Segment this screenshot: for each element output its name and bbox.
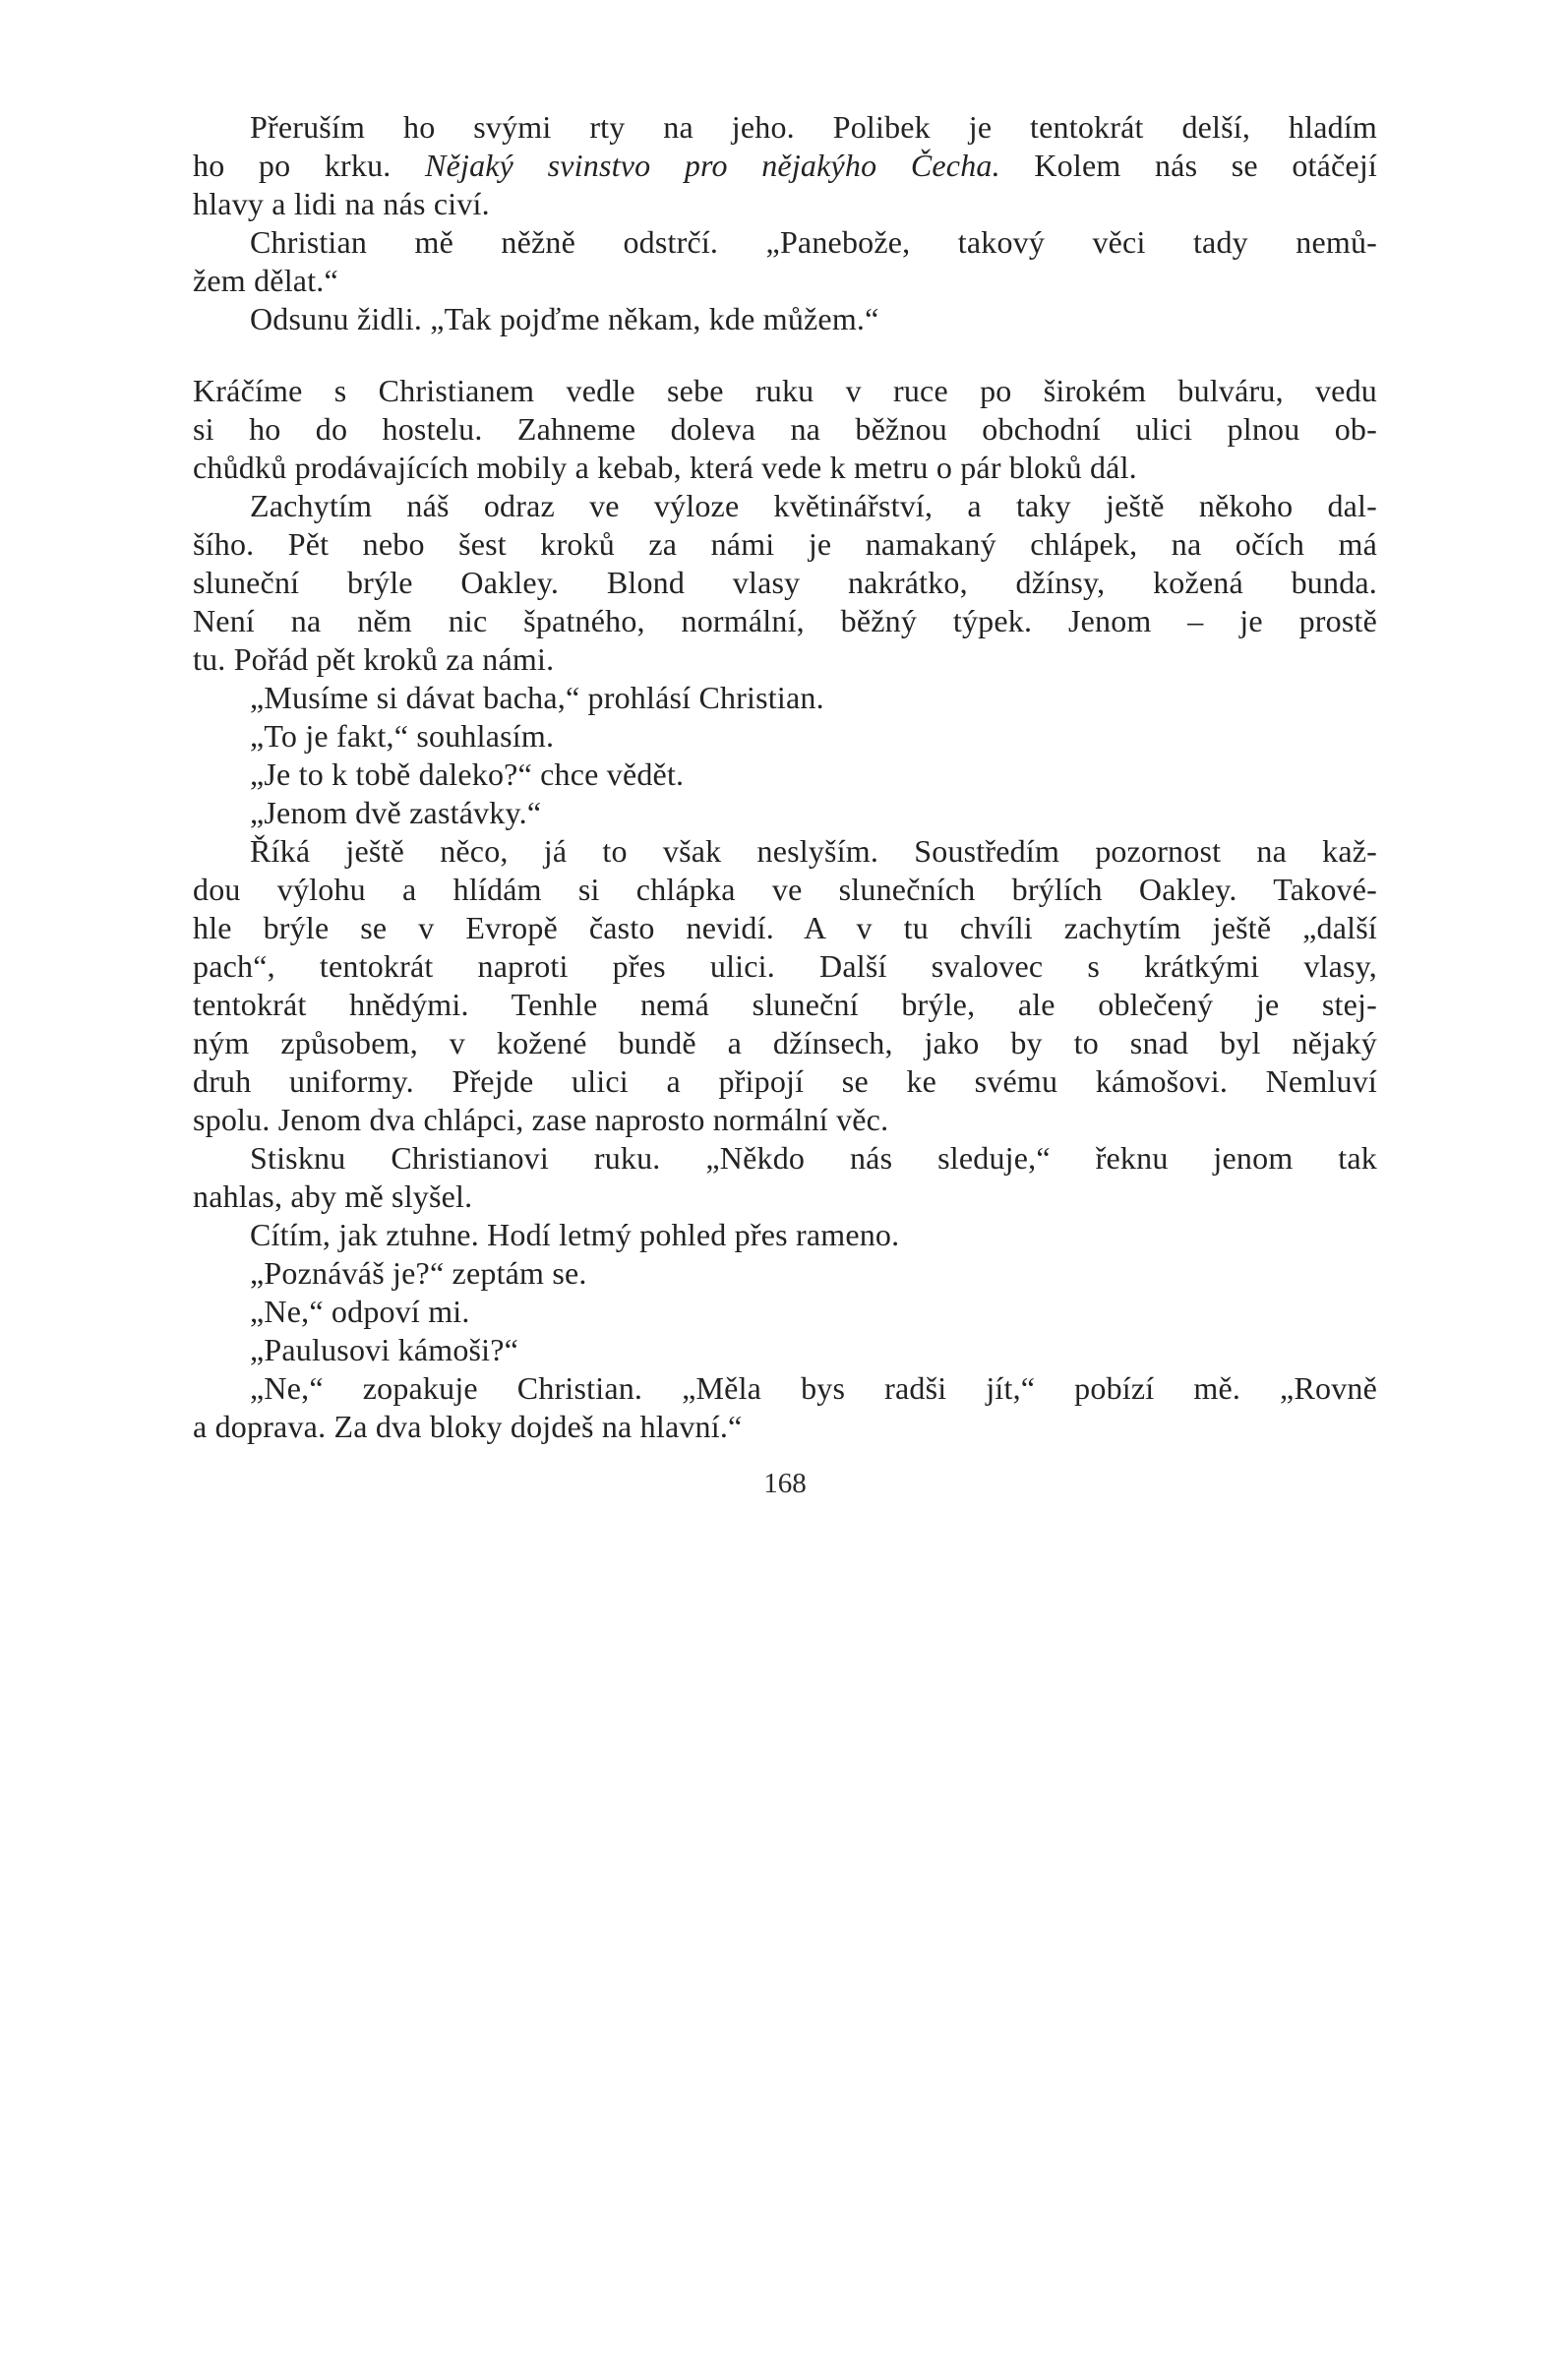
paragraph [193, 1139, 1377, 1216]
text-segment: „Musíme si dávat bacha,“ prohlásí Christian. [250, 680, 824, 715]
text-segment: „To je fakt,“ souhlasím. [250, 718, 555, 754]
text-line [193, 372, 1377, 410]
text-line [193, 1331, 1377, 1369]
text-line [193, 717, 1377, 756]
italic-text: Nějaký svinstvo pro nějakýho Čecha. [425, 148, 1000, 183]
paragraph [193, 223, 1377, 300]
text-line [193, 1024, 1377, 1062]
text-segment: Přeruším ho svými rty na jeho. Polibek je tentokrát delší, hladím [250, 109, 1377, 145]
text-segment: nahlas, aby mě slyšel. [193, 1179, 473, 1214]
text-line [193, 1062, 1377, 1101]
paragraph [193, 108, 1377, 223]
paragraph [193, 487, 1377, 679]
text-line [193, 525, 1377, 564]
text-line [193, 262, 1377, 300]
text-segment: spolu. Jenom dva chlápci, zase naprosto normální věc. [193, 1102, 889, 1137]
paragraph [193, 832, 1377, 1139]
text-segment: ho po krku. [193, 148, 426, 183]
text-line [193, 410, 1377, 449]
text-segment: Říká ještě něco, já to však neslyším. Soustředím pozornost na kaž- [250, 833, 1377, 869]
text-segment: „Ne,“ odpoví mi. [250, 1294, 470, 1329]
text-line [193, 1408, 1377, 1446]
text-line [193, 679, 1377, 717]
text-line [193, 300, 1377, 338]
text-line [193, 909, 1377, 947]
paragraph [193, 756, 1377, 794]
text-line [193, 832, 1377, 871]
section-break [193, 338, 1377, 372]
text-line [193, 640, 1377, 679]
text-segment: Christian mě něžně odstrčí. „Panebože, takový věci tady nemů- [250, 224, 1377, 260]
text-segment: „Ne,“ zopakuje Christian. „Měla bys radši jít,“ pobízí mě. „Rovně [250, 1370, 1377, 1406]
text-segment: „Paulusovi kámoši?“ [250, 1332, 519, 1367]
text-line [193, 794, 1377, 832]
text-segment: „Poznáváš je?“ zeptám se. [250, 1255, 587, 1291]
text-line [193, 602, 1377, 640]
paragraph [193, 372, 1377, 487]
paragraph [193, 679, 1377, 717]
text-segment: šího. Pět nebo šest kroků za námi je namakaný chlápek, na očích má [193, 526, 1377, 562]
text-segment: Kráčíme s Christianem vedle sebe ruku v ruce po širokém bulváru, vedu [193, 373, 1377, 408]
text-line [193, 147, 1377, 185]
text-segment: Odsunu židli. „Tak pojďme někam, kde můžem.“ [250, 301, 879, 336]
text-segment: „Jenom dvě zastávky.“ [250, 795, 542, 830]
text-line [193, 449, 1377, 487]
text-segment: hle brýle se v Evropě často nevidí. A v tu chvíli zachytím ještě „další [193, 910, 1377, 945]
page-body [193, 108, 1377, 1446]
text-line [193, 1178, 1377, 1216]
text-segment: žem dělat.“ [193, 263, 338, 298]
paragraph [193, 1293, 1377, 1331]
text-line [193, 986, 1377, 1024]
text-segment: Kolem nás se otáčejí [999, 148, 1378, 183]
paragraph [193, 1331, 1377, 1369]
text-segment: „Je to k tobě daleko?“ chce vědět. [250, 756, 685, 792]
text-segment: druh uniformy. Přejde ulici a připojí se ke svému kámošovi. Nemluví [193, 1063, 1377, 1099]
text-segment: hlavy a lidi na nás civí. [193, 186, 490, 221]
text-segment: tentokrát hnědými. Tenhle nemá sluneční brýle, ale oblečený je stej- [193, 987, 1377, 1022]
text-segment: pach“, tentokrát naproti přes ulici. Další svalovec s krátkými vlasy, [193, 948, 1377, 984]
page-number: 168 [763, 1468, 807, 1499]
text-line [193, 1369, 1377, 1408]
text-line [193, 108, 1377, 147]
paragraph [193, 1369, 1377, 1446]
text-line [193, 487, 1377, 525]
text-line [193, 1293, 1377, 1331]
paragraph [193, 794, 1377, 832]
paragraph [193, 300, 1377, 338]
text-line [193, 1101, 1377, 1139]
paragraph [193, 717, 1377, 756]
text-segment: Stisknu Christianovi ruku. „Někdo nás sleduje,“ řeknu jenom tak [250, 1140, 1377, 1176]
text-segment: sluneční brýle Oakley. Blond vlasy nakrátko, džínsy, kožená bunda. [193, 565, 1377, 600]
text-line [193, 756, 1377, 794]
text-segment: a doprava. Za dva bloky dojdeš na hlavní.“ [193, 1409, 743, 1444]
text-line [193, 1139, 1377, 1178]
text-segment: Cítím, jak ztuhne. Hodí letmý pohled přes rameno. [250, 1217, 900, 1252]
text-segment: dou výlohu a hlídám si chlápka ve slunečních brýlích Oakley. Takové- [193, 872, 1377, 907]
text-line [193, 564, 1377, 602]
text-line [193, 947, 1377, 986]
text-line [193, 185, 1377, 223]
text-segment: ným způsobem, v kožené bundě a džínsech, jako by to snad byl nějaký [193, 1025, 1377, 1060]
text-segment: si ho do hostelu. Zahneme doleva na běžnou obchodní ulici plnou ob- [193, 411, 1377, 447]
text-segment: Zachytím náš odraz ve výloze květinářství, a taky ještě někoho dal- [250, 488, 1377, 523]
paragraph [193, 1216, 1377, 1254]
text-segment: chůdků prodávajících mobily a kebab, která vede k metru o pár bloků dál. [193, 450, 1137, 485]
text-line [193, 223, 1377, 262]
text-segment: Není na něm nic špatného, normální, běžný týpek. Jenom – je prostě [193, 603, 1377, 638]
paragraph [193, 1254, 1377, 1293]
text-line [193, 871, 1377, 909]
text-segment: tu. Pořád pět kroků za námi. [193, 641, 555, 677]
text-line [193, 1254, 1377, 1293]
text-line [193, 1216, 1377, 1254]
